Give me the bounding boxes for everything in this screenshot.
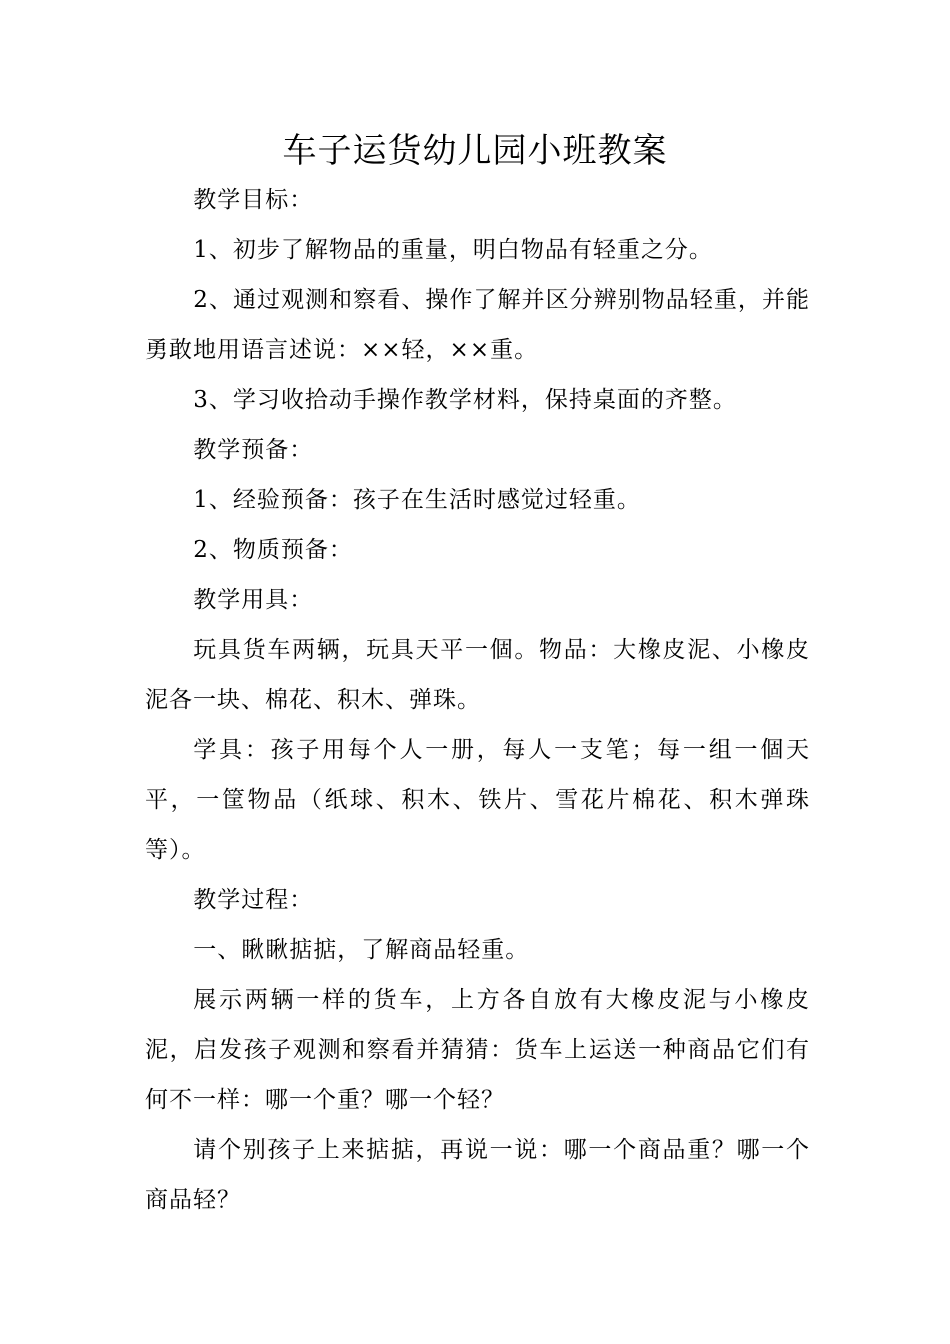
paragraph-teaching-aids-heading: 教学用具： (193, 587, 314, 613)
paragraph-process-demo: 展示两辆一样的货车，上方各自放有大橡皮泥与小橡皮泥，启发孩子观测和察看并猜猜：货车上运送一种商品它们有何不一样：哪一个重？哪一个轻？ (145, 987, 810, 1113)
paragraph-goal-1: 1、初步了解物品的重量，明白物品有轻重之分。 (193, 237, 713, 263)
document-body (145, 175, 810, 1225)
paragraph-learning-aids: 学具：孩子用每个人一册，每人一支笔；每一组一個天平，一筐物品（纸球、积木、铁片、雪花片棉花、积木弹珠等）。 (145, 737, 810, 863)
paragraph-goal-2: 2、通过观测和察看、操作了解并区分辨别物品轻重，并能勇敢地用语言述说：××轻，××重。 (145, 287, 810, 363)
paragraph-preparation-heading: 教学预备： (193, 437, 314, 463)
document-title: 车子运货幼儿园小班教案 (282, 131, 668, 171)
paragraph-process-step-1: 一、瞅瞅掂掂，了解商品轻重。 (193, 937, 530, 963)
paragraph-goal-3: 3、学习收拾动手操作教学材料，保持桌面的齐整。 (193, 387, 737, 413)
paragraph-preparation-1: 1、经验预备：孩子在生活时感觉过轻重。 (193, 487, 641, 513)
paragraph-preparation-2: 2、物质预备： (193, 537, 353, 563)
paragraph-process-invite: 请个别孩子上来掂掂，再说一说：哪一个商品重？哪一个商品轻？ (145, 1137, 810, 1213)
paragraph-process-heading: 教学过程： (193, 887, 314, 913)
paragraph-goals-heading: 教学目标： (193, 187, 314, 213)
paragraph-teaching-aids: 玩具货车两辆，玩具天平一個。物品：大橡皮泥、小橡皮泥各一块、棉花、积木、弹珠。 (145, 637, 810, 713)
